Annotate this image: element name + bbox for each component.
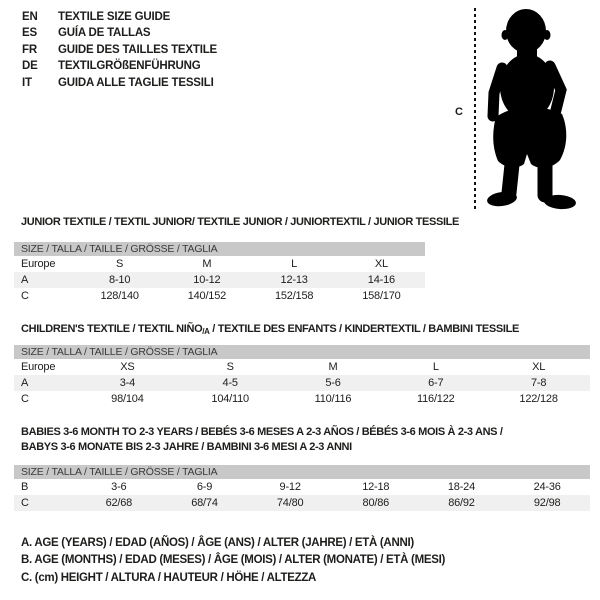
language-title: GUÍA DE TALLAS (58, 27, 151, 40)
children-table-title (21, 322, 519, 339)
height-marker-label: C (455, 106, 463, 118)
row-label-cell: Europe (21, 258, 56, 270)
babies-title-line2: BABYS 3-6 MONATE BIS 2-3 JAHRE / BAMBINI 3-6 MESI A 2-3 ANNI (21, 441, 352, 453)
value-cell: XL (374, 258, 388, 270)
language-title: TEXTILGRÖßENFÜHRUNG (58, 60, 201, 73)
value-cell: 6-7 (428, 377, 444, 389)
language-header (22, 9, 217, 91)
language-row (22, 75, 217, 91)
babies-title-line1: BABIES 3-6 MONTH TO 2-3 YEARS / BEBÉS 3-6 MESES A 2-3 AÑOS / BÉBÉS 3-6 MOIS À 2-3 ANS / (21, 426, 503, 438)
footnote-a: A. AGE (YEARS) / EDAD (AÑOS) / ÂGE (ANS) / ALTER (JAHRE) / ETÀ (ANNI) (21, 537, 414, 549)
value-cell: 9-12 (279, 481, 301, 493)
children-title-prefix: CHILDREN'S TEXTILE / TEXTIL NIÑO (21, 323, 203, 335)
language-code: ES (22, 27, 37, 40)
value-cell: M (202, 258, 212, 270)
children-title-suffix: / TEXTILE DES ENFANTS / KINDERTEXTIL / BAMBINI TESSILE (209, 323, 519, 335)
value-cell: 24-36 (533, 481, 561, 493)
table-row (14, 495, 590, 511)
value-cell: 4-5 (222, 377, 238, 389)
value-cell: 62/68 (105, 497, 133, 509)
table-row (14, 375, 590, 391)
junior-size-table (14, 242, 425, 304)
junior-table-title: JUNIOR TEXTILE / TEXTIL JUNIOR/ TEXTILE JUNIOR / JUNIORTEXTIL / JUNIOR TESSILE (21, 216, 460, 228)
table-row (14, 288, 425, 304)
language-title: GUIDA ALLE TAGLIE TESSILI (58, 76, 214, 89)
footnote-b: B. AGE (MONTHS) / EDAD (MESES) / ÂGE (MOIS) / ALTER (MONATE) / ETÀ (MESI) (21, 554, 446, 567)
children-title-subscript: /A (202, 327, 210, 336)
value-cell: 10-12 (193, 274, 221, 286)
size-header-bar: SIZE / TALLA / TAILLE / GRÖSSE / TAGLIA (14, 242, 425, 256)
value-cell: 140/152 (187, 290, 227, 302)
size-header-bar: SIZE / TALLA / TAILLE / GRÖSSE / TAGLIA (14, 465, 590, 479)
language-title: TEXTILE SIZE GUIDE (58, 11, 171, 23)
value-cell: 18-24 (447, 481, 476, 493)
value-cell: 98/104 (111, 393, 144, 405)
footnotes (21, 535, 445, 587)
value-cell: 122/128 (519, 393, 558, 405)
value-cell: 74/80 (276, 497, 304, 509)
value-cell: XS (120, 361, 135, 373)
value-cell: 12-13 (280, 274, 308, 286)
value-cell: 110/116 (314, 393, 352, 405)
footnote-c: C. (cm) HEIGHT / ALTURA / HAUTEUR / HÖHE / ALTEZZA (21, 571, 317, 584)
value-cell: 5-6 (325, 377, 341, 389)
table-row (14, 359, 590, 375)
language-row (22, 42, 217, 58)
row-label-cell: A (21, 274, 29, 286)
value-cell: 12-18 (362, 481, 390, 493)
row-label-cell: C (21, 290, 29, 302)
row-label-cell: Europe (21, 361, 56, 373)
language-title: GUIDE DES TAILLES TEXTILE (58, 43, 217, 56)
language-code: DE (22, 60, 38, 73)
size-header-bar: SIZE / TALLA / TAILLE / GRÖSSE / TAGLIA (14, 345, 590, 359)
value-cell: 14-16 (367, 274, 395, 286)
row-label-cell: A (21, 377, 29, 389)
value-cell: S (226, 361, 234, 373)
value-cell: 128/140 (100, 290, 139, 302)
value-cell: 116/122 (417, 393, 455, 405)
row-label-cell: B (21, 481, 29, 493)
language-code: FR (22, 43, 37, 56)
value-cell: S (116, 258, 124, 270)
row-label-cell: C (21, 393, 29, 405)
language-row (22, 25, 217, 41)
language-code: EN (22, 11, 38, 23)
value-cell: 152/158 (274, 290, 314, 302)
value-cell: L (291, 258, 298, 270)
value-cell: 3-6 (111, 481, 127, 493)
size-table (14, 479, 590, 511)
value-cell: M (328, 361, 338, 373)
height-marker-line (474, 8, 476, 210)
children-size-table (14, 345, 590, 407)
value-cell: XL (532, 361, 546, 373)
table-row (14, 256, 425, 272)
value-cell: 86/92 (448, 497, 475, 509)
value-cell: 68/74 (191, 497, 218, 509)
value-cell: L (432, 361, 439, 373)
value-cell: 3-4 (119, 377, 136, 389)
value-cell: 104/110 (211, 393, 249, 405)
baby-silhouette-icon (486, 5, 582, 211)
babies-size-table (14, 465, 590, 511)
table-row (14, 272, 425, 288)
value-cell: 6-9 (196, 481, 213, 493)
value-cell: 80/86 (362, 497, 390, 509)
size-table (14, 256, 425, 304)
language-row (22, 9, 217, 25)
language-row (22, 58, 217, 74)
value-cell: 92/98 (533, 497, 561, 509)
row-label-cell: C (21, 497, 29, 509)
value-cell: 8-10 (109, 274, 131, 286)
table-row (14, 479, 590, 495)
language-code: IT (22, 76, 32, 89)
table-row (14, 391, 590, 407)
value-cell: 158/170 (362, 290, 401, 302)
size-table (14, 359, 590, 407)
babies-table-title (21, 425, 503, 455)
value-cell: 7-8 (530, 377, 547, 389)
